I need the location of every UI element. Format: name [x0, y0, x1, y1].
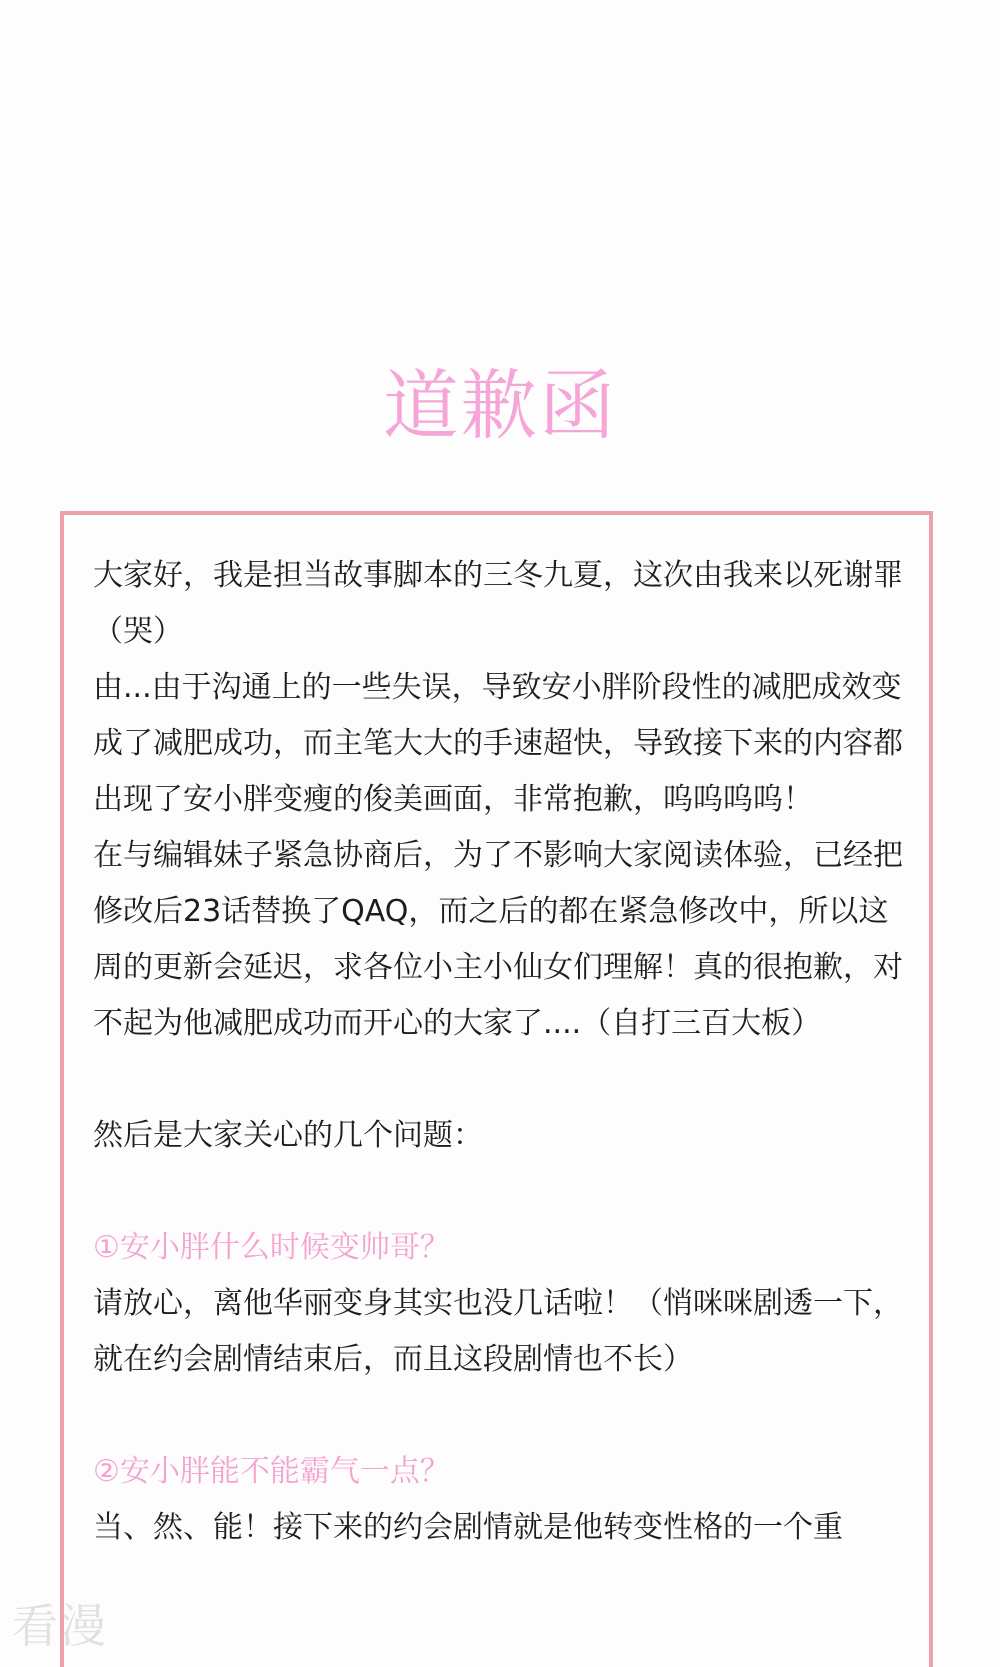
paragraph-apology: 在与编辑妹子紧急协商后，为了不影响大家阅读体验，已经把修改后23话替换了QAQ，而之后的都在紧急修改中，所以这周的更新会延迟，求各位小主小仙女们理解！真的很抱歉，对不起为他减肥成功而开心的大家了....（自打三百大板）	[93, 838, 903, 1041]
question-1: ①安小胖什么时候变帅哥？	[93, 1230, 450, 1265]
questions-intro: 然后是大家关心的几个问题：	[93, 1118, 483, 1153]
question-2: ②安小胖能不能霸气一点？	[93, 1454, 450, 1489]
spacer	[93, 1052, 918, 1108]
watermark-logo: 看漫	[12, 1599, 108, 1653]
answer-1: 请放心，离他华丽变身其实也没几话啦！（悄咪咪剧透一下，就在约会剧情结束后，而且这段剧情也不长）	[93, 1286, 903, 1377]
spacer	[93, 1388, 918, 1444]
letter-body	[93, 548, 918, 1556]
letter-title: 道歉函	[383, 361, 617, 450]
spacer	[93, 1164, 918, 1220]
answer-2: 当、然、能！接下来的约会剧情就是他转变性格的一个重	[93, 1510, 843, 1545]
paragraph-greeting: 大家好，我是担当故事脚本的三冬九夏，这次由我来以死谢罪（哭）	[93, 558, 903, 649]
paragraph-explanation: 由...由于沟通上的一些失误，导致安小胖阶段性的减肥成效变成了减肥成功，而主笔大大的手速超快，导致接下来的内容都出现了安小胖变瘦的俊美画面，非常抱歉，呜呜呜呜！	[93, 670, 903, 817]
